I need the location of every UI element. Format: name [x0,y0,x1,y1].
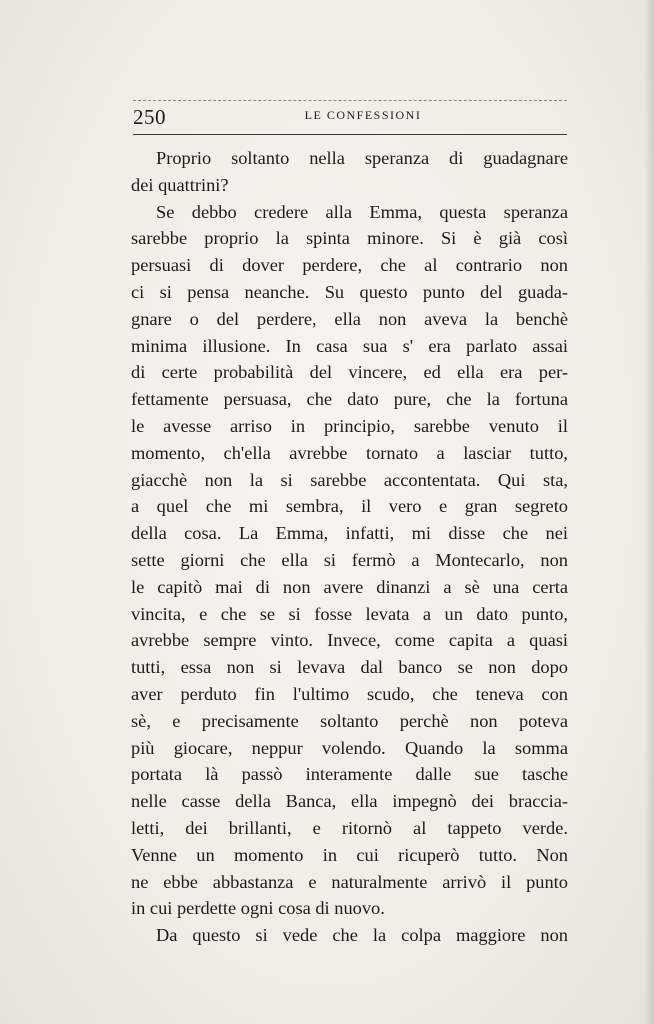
page-edge-shadow [644,0,654,1024]
running-header [133,104,567,130]
header-top-rule [133,100,567,101]
text-line: le capitò mai di non avere dinanzi a sè una certa [131,576,568,597]
text-line: Da questo si vede che la colpa maggiore non [156,925,568,946]
text-line: aver perduto fin l'ultimo scudo, che teneva con [131,683,568,704]
text-line: gnare o del perdere, ella non aveva la benchè [131,308,568,329]
text-line: sette giorni che ella si fermò a Montecarlo, non [131,549,568,570]
text-line: della cosa. La Emma, infatti, mi disse che nei [131,523,568,544]
text-line: in cui perdette ogni cosa di nuovo. [131,898,385,919]
body-text [131,145,568,949]
running-title: LE CONFESSIONI [304,108,422,122]
text-line: le avesse arriso in principio, sarebbe venuto il [131,415,568,436]
text-line: Proprio soltanto nella speranza di guadagnare [156,148,568,168]
page-number: 250 [133,105,166,129]
text-line: persuasi di dover perdere, che al contrario non [131,255,568,276]
text-line: sarebbe proprio la spinta minore. Si è già così [131,228,568,249]
text-line: portata là passò interamente dalle sue tasche [131,764,568,785]
text-line: di certe probabilità del vincere, ed ella era per- [131,362,568,383]
text-line: Venne un momento in cui ricuperò tutto. Non [131,844,568,865]
text-line: minima illusione. In casa sua s' era parlato assai [131,335,568,356]
text-line: ci si pensa neanche. Su questo punto del guada- [131,281,568,302]
text-line: sè, e precisamente soltanto perchè non poteva [131,710,568,731]
text-line: tutti, essa non si levava dal banco se non dopo [131,657,568,678]
text-line: Se debbo credere alla Emma, questa speranza [156,201,568,222]
text-line: vincita, e che se si fosse levata a un dato punto, [131,603,568,624]
text-line: più giocare, neppur volendo. Quando la somma [131,737,568,758]
text-line: dei quattrini? [131,174,229,195]
text-line: avrebbe sempre vinto. Invece, come capita a quasi [131,630,568,651]
text-line: fettamente persuasa, che dato pure, che la fortuna [131,389,568,410]
text-line: a quel che mi sembra, il vero e gran segreto [131,496,568,517]
text-line: nelle casse della Banca, ella impegnò dei braccia- [131,791,568,812]
text-line: letti, dei brillanti, e ritornò al tappeto verde. [131,817,568,838]
text-line: ne ebbe abbastanza e naturalmente arrivò il punto [131,871,568,892]
text-line: momento, ch'ella avrebbe tornato a lasciar tutto, [131,442,568,463]
text-line: giacchè non la si sarebbe accontentata. Qui sta, [131,469,568,490]
header-bottom-rule [133,134,567,135]
